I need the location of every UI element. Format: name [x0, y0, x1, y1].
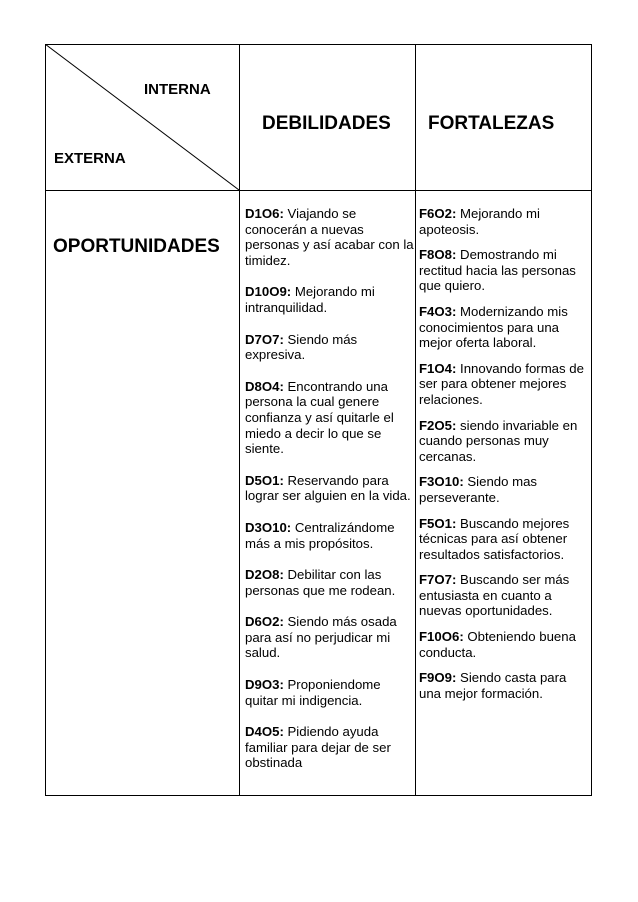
strategy-text: Siendo más expresiva.: [245, 331, 358, 363]
strategy-code: F9O9:: [419, 670, 457, 686]
strategy-item: [245, 567, 415, 598]
strategy-code: D5O1:: [245, 472, 284, 488]
strategy-item: [419, 206, 591, 237]
corner-label-externa: EXTERNA: [54, 150, 126, 167]
strategy-item: [245, 379, 415, 457]
row-header-oportunidades: OPORTUNIDADES: [53, 236, 220, 257]
strategy-code: D4O5:: [245, 724, 284, 740]
strategy-code: D6O2:: [245, 614, 284, 630]
strategy-item: [419, 418, 591, 465]
strategy-code: F5O1:: [419, 515, 457, 531]
strategy-item: [245, 614, 415, 661]
table-border-bottom: [45, 795, 592, 796]
strategy-text: Buscando ser más entusiasta en cuanto a nuevas oportunidades.: [419, 572, 570, 619]
corner-diagonal-line: [45, 44, 239, 190]
strategy-code: F10O6:: [419, 629, 464, 645]
column-header-debilidades: DEBILIDADES: [262, 113, 391, 134]
strategy-code: F2O5:: [419, 417, 457, 433]
strategy-item: [419, 629, 591, 660]
strategy-code: F6O2:: [419, 206, 457, 221]
table-col-divider-2: [415, 44, 416, 796]
strategy-text: Obteniendo buena conducta.: [419, 629, 576, 660]
strategy-text: Encontrando una persona la cual genere confianza y así quitarle el miedo a decir lo que se siente.: [245, 378, 394, 457]
strategy-text: Pidiendo ayuda familiar para dejar de ser obstinada: [245, 724, 391, 771]
strategy-text: Modernizando mis conocimientos para una mejor oferta laboral.: [419, 303, 568, 351]
strategy-code: D3O10:: [245, 519, 292, 535]
table-border-right: [591, 44, 592, 796]
strategy-code: F8O8:: [419, 247, 457, 263]
strategy-item: [245, 206, 415, 268]
corner-label-interna: INTERNA: [144, 81, 211, 98]
strategy-text: Demostrando mi rectitud hacia las personas que quiero.: [419, 247, 576, 294]
strategy-text: Reservando para lograr ser alguien en la vida.: [245, 472, 411, 504]
fortalezas-strategy-list: [419, 206, 591, 711]
strategy-item: [245, 677, 415, 708]
strategy-code: D9O3:: [245, 677, 284, 693]
strategy-text: Siendo mas perseverante.: [419, 474, 538, 505]
strategy-text: siendo invariable en cuando personas muy cercanas.: [419, 417, 578, 464]
strategy-text: Mejorando mi intranquilidad.: [245, 284, 375, 315]
strategy-code: D10O9:: [245, 284, 292, 300]
strategy-code: F1O4:: [419, 360, 457, 376]
table-header-divider: [45, 190, 592, 191]
strategy-item: [245, 724, 415, 771]
strategy-code: D8O4:: [245, 378, 284, 394]
strategy-text: Buscando mejores técnicas para así obtener resultados satisfactorios.: [419, 515, 570, 562]
strategy-item: [419, 247, 591, 294]
strategy-code: D7O7:: [245, 331, 284, 347]
strategy-item: [245, 520, 415, 551]
strategy-item: [419, 304, 591, 351]
strategy-text: Debilitar con las personas que me rodean.: [245, 567, 396, 598]
strategy-item: [245, 332, 415, 363]
strategy-text: Proponiendome quitar mi indigencia.: [245, 677, 381, 708]
strategy-code: F4O3:: [419, 303, 457, 319]
strategy-item: [245, 473, 415, 504]
strategy-text: Siendo más osada para así no perjudicar mi salud.: [245, 614, 397, 661]
strategy-code: F7O7:: [419, 572, 457, 588]
table-col-divider-1: [239, 44, 240, 796]
strategy-text: Viajando se conocerán a nuevas personas y así acabar con la timidez.: [245, 206, 414, 268]
strategy-text: Innovando formas de ser para obtener mejores relaciones.: [419, 360, 584, 407]
strategy-item: [419, 670, 591, 701]
strategy-code: D1O6:: [245, 206, 284, 221]
strategy-item: [245, 284, 415, 315]
strategy-item: [419, 361, 591, 408]
debilidades-strategy-list: [245, 206, 415, 787]
strategy-text: Centralizándome más a mis propósitos.: [245, 519, 395, 551]
strategy-code: F3O10:: [419, 474, 464, 490]
strategy-code: D2O8:: [245, 567, 284, 583]
strategy-text: Mejorando mi apoteosis.: [419, 206, 540, 237]
strategy-item: [419, 474, 591, 505]
column-header-fortalezas: FORTALEZAS: [428, 113, 555, 134]
strategy-item: [419, 572, 591, 619]
strategy-item: [419, 516, 591, 563]
strategy-text: Siendo casta para una mejor formación.: [419, 670, 567, 701]
